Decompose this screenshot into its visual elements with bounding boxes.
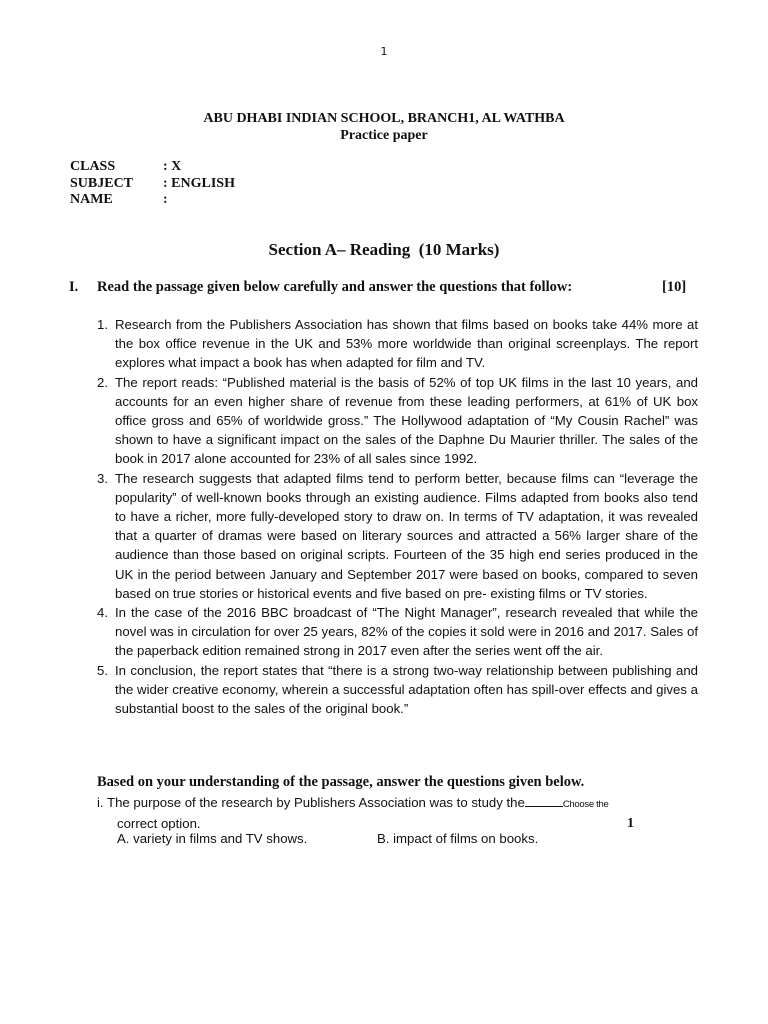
passage-paragraph (97, 661, 698, 719)
instruction-text: Read the passage given below carefully and answer the questions that follow: (97, 279, 573, 295)
name-value: : (163, 192, 168, 207)
paragraph-number: 1. (97, 317, 108, 332)
question-1-line (97, 793, 637, 814)
name-row (70, 192, 235, 209)
class-row (70, 159, 235, 176)
subject-row (70, 176, 235, 193)
passage-paragraph (97, 469, 698, 603)
question-1-marks: 1 (627, 816, 634, 831)
paragraph-text: The report reads: “Published material is the basis of 52% of top UK films in the last 10 years, and accounts for an even higher share of revenue from these leading performers, at 61% of UK box office gross and 65% of worldwide gross.” The Hollywood adaptation of “My Cousin Rachel” was shown to have a significant impact on the sales of the Daphne Du Maurier thriller. The sales of the book in 2017 alone accounted for 23% of all sales since 1992. (115, 374, 698, 467)
class-label: CLASS (70, 159, 116, 174)
subject-value: : ENGLISH (163, 175, 235, 191)
paragraph-text: In conclusion, the report states that “there is a strong two-way relationship between publishing and the wider creative economy, wherein a successful adaptation often has spill-over effects and gives a substantial boost to the sales of the original book.” (115, 662, 698, 717)
paragraph-text: In the case of the 2016 BBC broadcast of “The Night Manager”, research revealed that while the novel was in circulation for over 25 years, 82% of the copies it sold were in 2016 and 2017. Sales of the paperback edition remained strong in 2017 even after the series went off the air. (115, 605, 698, 659)
name-label: NAME (70, 192, 113, 207)
passage (97, 315, 698, 718)
question-1-text: i. The purpose of the research by Publishers Association was to study the (97, 795, 525, 810)
student-details (70, 159, 235, 209)
instruction-marks: [10] (662, 279, 687, 295)
paragraph-number: 4. (97, 605, 108, 621)
passage-paragraph (97, 315, 698, 373)
question-1 (97, 793, 637, 833)
section-title: Section A– Reading (10 Marks) (268, 240, 500, 259)
paragraph-text: Research from the Publishers Association has shown that films based on books take 44% more at the box office revenue in the UK and 53% more worldwide than original screenplays. The report explores what impact a book has when adapted for film and TV. (115, 317, 698, 371)
question-1-tail: Choose the (562, 799, 609, 810)
paragraph-number: 5. (97, 662, 108, 678)
option-b: B. impact of films on books. (377, 831, 539, 846)
passage-paragraph (97, 373, 698, 469)
subject-label: SUBJECT (70, 175, 134, 191)
paragraph-number: 3. (97, 470, 108, 486)
paragraph-number: 2. (97, 374, 108, 390)
class-value: : X (163, 159, 182, 174)
school-name: ABU DHABI INDIAN SCHOOL, BRANCH1, AL WATHBA (203, 111, 565, 126)
page-number: 1 (380, 45, 388, 58)
paragraph-text: The research suggests that adapted films tend to perform better, because films can “leverage the popularity” of well-known books through an existing audience. Films adapted from books also tend to have a richer, more fully-developed story to draw on. In terms of TV adaptation, it was revealed that a quarter of dramas were based on literary sources and attracted a 56% larger share of the audience than those based on original scripts. Fourteen of the 35 high end series produced in the UK in the period between January and September 2017 were based on books, compared to seven based on true stories or historical events and five based on pre- existing films or TV stories. (115, 470, 698, 601)
option-a: A. variety in films and TV shows. (117, 831, 308, 846)
passage-paragraph (97, 603, 698, 661)
instruction-number: I. (69, 279, 79, 295)
paper-subtitle: Practice paper (340, 128, 428, 143)
questions-heading: Based on your understanding of the passage, answer the questions given below. (97, 774, 585, 790)
answer-blank (525, 794, 563, 807)
question-1-continuation: correct option. (117, 816, 201, 831)
